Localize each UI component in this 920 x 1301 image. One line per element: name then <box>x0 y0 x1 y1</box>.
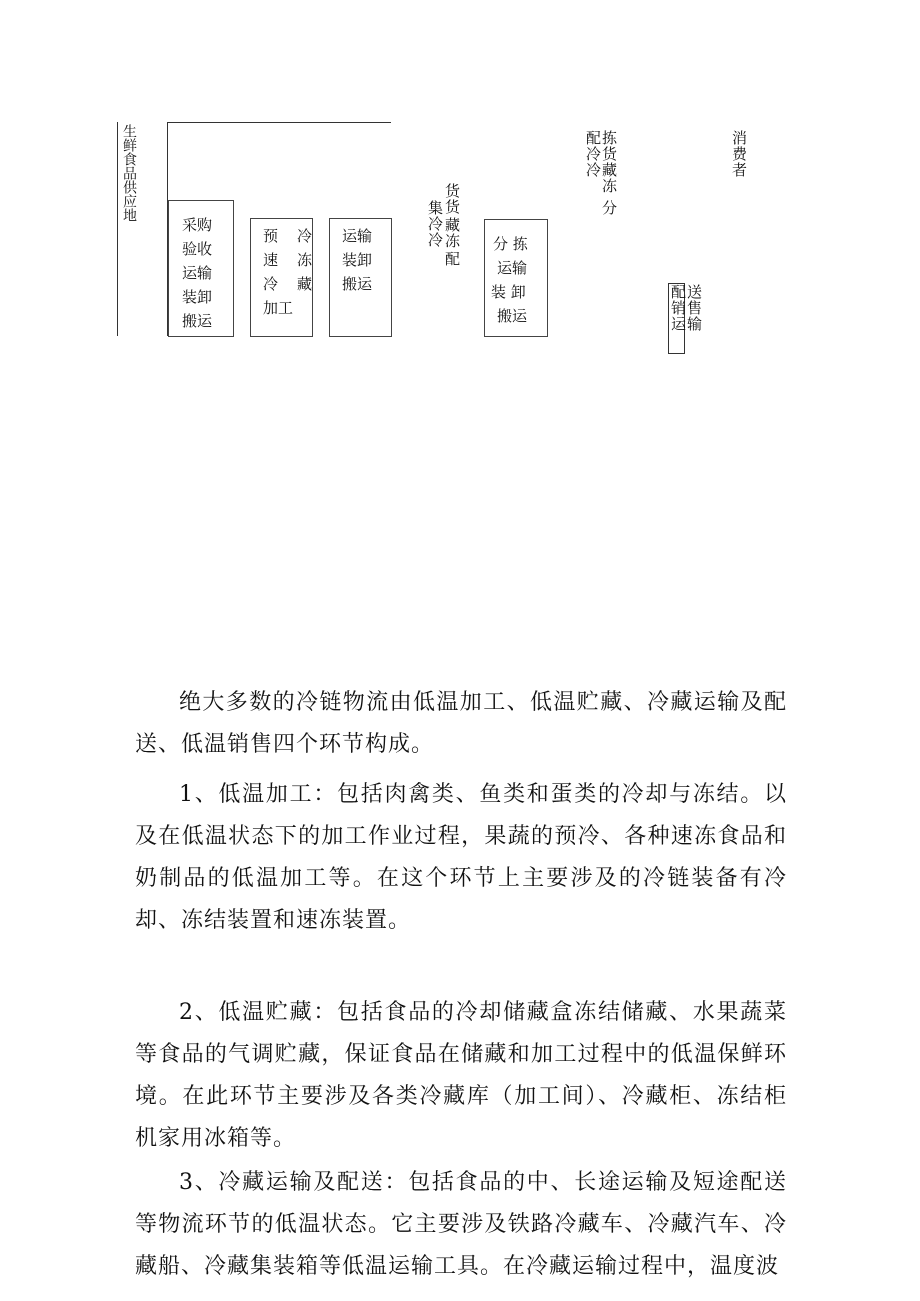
distribution-col-2: 拣货藏冻 <box>600 130 618 194</box>
top-connector-line <box>167 122 391 123</box>
box-sorting-line-2: 运输 <box>497 259 528 277</box>
paragraph-low-temp-storage: 2、低温贮藏：包括食品的冷却储藏盒冻结储藏、水果蔬菜等食品的气调贮藏，保证食品在储藏和加工过程中的低温保鲜环境。在此环节主要涉及各类冷藏库（加工间）、冷藏柜、冻结柜机家用冰箱等。 <box>135 1000 787 1151</box>
distribution-col-3: 分 <box>600 200 618 216</box>
box-purchase-line-5: 搬运 <box>182 312 213 330</box>
sales-col-2: 配销运 <box>669 284 687 332</box>
box-purchase <box>168 200 234 337</box>
box-sorting-line-1: 分 拣 <box>493 235 528 253</box>
box-transport-line-3: 搬运 <box>342 275 373 293</box>
box-sorting <box>484 219 548 337</box>
consumer-label: 消费者 <box>730 130 748 178</box>
sales-col-1: 送售输 <box>685 284 703 332</box>
concentration-col-1: 货货 <box>443 183 461 215</box>
box-precool <box>250 218 313 337</box>
box-precool-left-3: 冷 <box>263 275 279 293</box>
box-purchase-line-3: 运输 <box>182 264 213 282</box>
paragraph-low-temp-processing: 1、低温加工：包括肉禽类、鱼类和蛋类的冷却与冻结。以及在低温状态下的加工作业过程，果蔬的预冷、各种速冻食品和奶制品的低温加工等。在这个环节上主要涉及的冷链装备有冷却、冻结装置和速冻装置。 <box>135 782 787 933</box>
paragraph-intro: 绝大多数的冷链物流由低温加工、低温贮藏、冷藏运输及配送、低温销售四个环节构成。 <box>135 690 787 757</box>
box-purchase-line-4: 装卸 <box>182 288 213 306</box>
distribution-col-1: 配冷冷 <box>584 130 602 178</box>
concentration-prefix: 集冷冷 <box>426 200 444 248</box>
box-precool-left-2: 速 <box>263 251 279 269</box>
box-sorting-line-4: 搬运 <box>497 307 528 325</box>
paragraph-cold-transport: 3、冷藏运输及配送：包括食品的中、长途运输及短途配送等物流环节的低温状态。它主要涉及铁路冷藏车、冷藏汽车、冷藏船、冷藏集装箱等低温运输工具。在冷藏运输过程中，温度波 <box>135 1170 787 1279</box>
concentration-col-3: 配 <box>443 251 461 267</box>
box-precool-right-3: 藏 <box>297 275 313 293</box>
box-precool-left-4: 加工 <box>263 299 294 317</box>
box-purchase-line-1: 采购 <box>182 216 213 234</box>
box-transport-line-2: 装卸 <box>342 251 373 269</box>
box-transport <box>329 218 392 337</box>
box-precool-left-1: 预 <box>263 227 279 245</box>
box-purchase-line-2: 验收 <box>182 240 213 258</box>
box-precool-right-2: 冻 <box>297 251 313 269</box>
sales-bracket-bottom <box>668 353 684 354</box>
box-sorting-line-3: 装 卸 <box>491 283 526 301</box>
source-left-line <box>117 122 118 336</box>
box-transport-line-1: 运输 <box>342 227 373 245</box>
box-precool-right-1: 冷 <box>297 227 313 245</box>
source-label: 生鲜食品供应地 <box>121 124 137 222</box>
concentration-col-2: 藏冻 <box>443 217 461 249</box>
